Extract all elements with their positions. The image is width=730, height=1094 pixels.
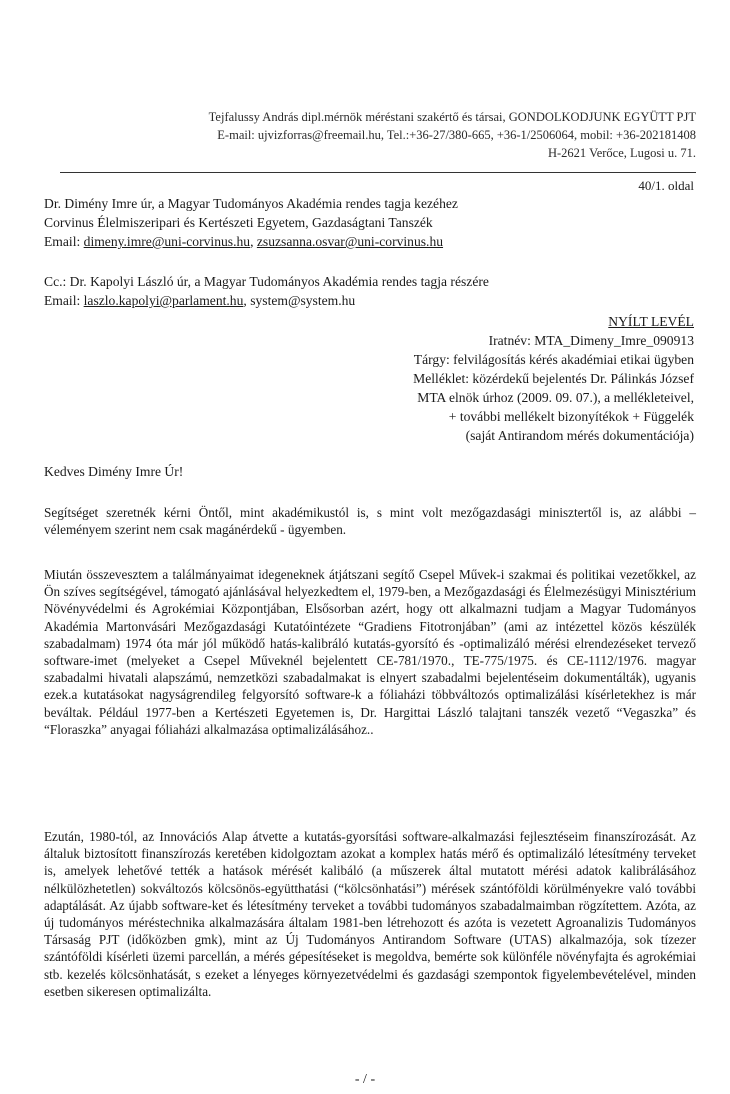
greeting: Kedves Dimény Imre Úr!: [44, 464, 184, 479]
email-label: Email:: [44, 293, 84, 308]
recipient-name: Dr. Dimény Imre úr, a Magyar Tudományos Akadémia rendes tagja kezéhez: [44, 196, 458, 211]
cc-block: [44, 272, 489, 310]
cc-email-link[interactable]: laszlo.kapolyi@parlament.hu: [83, 293, 244, 308]
attachment-line-4: (saját Antirandom mérés dokumentációja): [465, 428, 694, 443]
email-separator: ,: [250, 234, 257, 249]
letterhead-name: Tejfalussy András dipl.mérnök méréstani szakértő és társai, GONDOLKODJUNK EGYÜTT PJT: [208, 110, 696, 124]
letterhead: [60, 108, 696, 162]
recipient-email-link-2[interactable]: zsuzsanna.osvar@uni-corvinus.hu: [256, 234, 444, 249]
cc-email-rest: , system@system.hu: [243, 293, 356, 308]
recipient-email-line: [44, 232, 458, 251]
letterhead-contact: E-mail: ujvizforras@freemail.hu, Tel.:+36-27/380-665, +36-1/2506064, mobil: +36-202181408: [217, 128, 696, 142]
letterhead-address: H-2621 Verőce, Lugosi u. 71.: [547, 146, 696, 160]
attachment-line-2: MTA elnök úrhoz (2009. 09. 07.), a mellékleteivel,: [417, 390, 694, 405]
subject-line: Tárgy: felvilágosítás kérés akadémiai etikai ügyben: [413, 352, 694, 367]
recipient-institution: Corvinus Élelmiszeripari és Kertészeti Egyetem, Gazdaságtani Tanszék: [44, 215, 433, 230]
paragraph-3: Ezután, 1980-tól, az Innovációs Alap átvette a kutatás-gyorsítási software-alkalmazási fejlesztéseim finanszírozását. Az általuk biztosított finanszírozás keretében kidolgoztam azokat a komplex hatás mérő és optimalizáló létesítmény terveket is, amelyek lehetővé tették a hatások mérését kalibáló (a műszerek által mutatott mérési adatok kalibrálásához nélkülözhetetlen) sokváltozós kölcsönös-együtthatási (“kölcsönhatási”) mérések szántóföldi körülményekre való további adaptálását. Az újabb software-ket és létesítmény terveket a további tudományos szabadalmaimban rögzítettem. Azóta, az új tudományos méréstechnika alkalmazására általam 1981-ben létrehozott és azóta is vezetett Agroanalizis Tudományos Társaság PJT (időközben gmk), mint az Új Tudományos Antirandom Software (UTAS) alkalmazója, sok tízezer szántóföldi kísérleti üzemi parcellán, a mérés gépesítéseket is megoldva, bemérte sok különféle növényfajta és agrokémiai stb. kezelés kölcsönhatását, s ezeket a lényeges környezetvédelmi és gazdasági szempontok figyelembevételével, minden esetben sikeresen optimalizálta.: [44, 829, 696, 999]
letter-meta: [234, 312, 694, 445]
attachment-line-1: Melléklet: közérdekű bejelentés Dr. Pálinkás József: [413, 371, 694, 386]
recipient-email-link-1[interactable]: dimeny.imre@uni-corvinus.hu: [83, 234, 251, 249]
header-divider: [60, 172, 696, 173]
page-number: 40/1. oldal: [638, 178, 694, 193]
page-footer: - / -: [354, 1072, 376, 1087]
attachment-line-3: + további mellékelt bizonyítékok + Függelék: [448, 409, 694, 424]
file-name: Iratnév: MTA_Dimeny_Imre_090913: [488, 333, 694, 348]
recipient-block: [44, 194, 458, 251]
cc-email-line: [44, 291, 489, 310]
paragraph-2: Miután összevesztem a találmányaimat idegeneknek átjátszani segítő Csepel Művek-i szakmai és politikai vezetőkkel, az Ön szíves segítségével, támogató ajánlásával helyezkedtem el, 1979-ben, a Mezőgazdasági és Élelmezésügyi Minisztérium Növényvédelmi és Agrokémiai Központjában, Elsősorban azért, hogy ott alkalmazni tudjam a Magyar Tudományos Akadémia Martonvásári Mezőgazdasági Kutatóintézete “Gradiens Fitotronjában” (ami az intézettel közös készülék szabadalmam) 1974 óta már jól működő hatás-kalibráló kutatás-gyorsító és -optimalizáló mérési elrendezéseket tervező software-imet (melyeket a Csepel Műveknél bejelentett CE-781/1970., TE-775/1975. és CE-1112/1976. magyar szabadalmi hivatali alapszámú, nemzetközi szabadalmakat is elnyert szabadalmi bejelentéseim dokumentálták), ugyanis ezek.a kutatásokat nagyságrendileg felgyorsító software-k a fóliaházi többváltozós optimalizálási kísérletekhez is már beváltak. Például 1977-ben a Kertészeti Egyetemen is, Dr. Hargittai László talajtani tanszék vezető “Vegaszka” és “Floraszka” anyagai fóliaházi alkalmazása optimalizálásához..: [44, 567, 696, 737]
cc-name: Cc.: Dr. Kapolyi László úr, a Magyar Tudományos Akadémia rendes tagja részére: [44, 274, 489, 289]
email-label: Email:: [44, 234, 84, 249]
paragraph-1: Segítséget szeretnék kérni Öntől, mint akadémikustól is, s mint volt mezőgazdasági minisztertől is, az alábbi – véleményem szerint nem csak magánérdekű - ügyemben.: [44, 505, 696, 538]
open-letter-label: NYÍLT LEVÉL: [608, 314, 694, 329]
